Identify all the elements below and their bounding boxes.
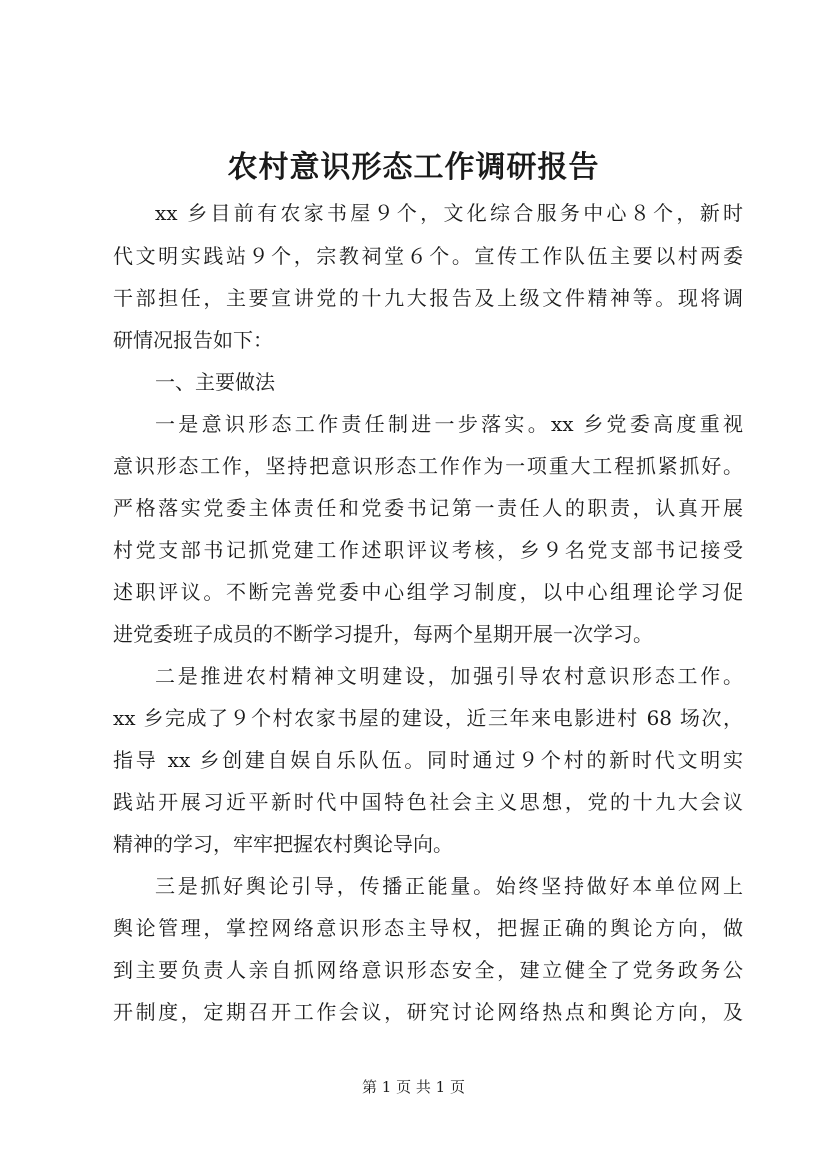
body-line: 二是推进农村精神文明建设，加强引导农村意识形态工作。 xyxy=(155,664,743,688)
body-line: 代文明实践站９个，宗教祠堂６个。宣传工作队伍主要以村两委 xyxy=(113,244,743,268)
body-line: 践站开展习近平新时代中国特色社会主义思想，党的十九大会议 xyxy=(113,790,743,814)
body-line: 干部担任，主要宣讲党的十九大报告及上级文件精神等。现将调 xyxy=(113,286,743,310)
page-number-footer: 第 1 页 共 1 页 xyxy=(362,1078,465,1096)
body-line: xx 乡目前有农家书屋９个，文化综合服务中心８个，新时 xyxy=(155,201,743,225)
body-line: xx 乡完成了９个村农家书屋的建设，近三年来电影进村 68 场次， xyxy=(113,706,743,730)
body-line: 严格落实党委主体责任和党委书记第一责任人的职责，认真开展 xyxy=(113,496,743,520)
body-line: 意识形态工作，坚持把意识形态工作作为一项重大工程抓紧抓好。 xyxy=(113,454,743,478)
body-line: 述职评议。不断完善党委中心组学习制度，以中心组理论学习促 xyxy=(113,580,743,604)
document-title: 农村意识形态工作调研报告 xyxy=(227,150,600,185)
section-heading: 一、主要做法 xyxy=(155,370,275,394)
body-line: 精神的学习，牢牢把握农村舆论导向。 xyxy=(113,832,453,856)
body-line: 研情况报告如下： xyxy=(113,328,273,352)
body-line: 到主要负责人亲自抓网络意识形态安全，建立健全了党务政务公 xyxy=(113,958,743,982)
body-line: 三是抓好舆论引导，传播正能量。始终坚持做好本单位网上 xyxy=(155,874,743,898)
body-line: 进党委班子成员的不断学习提升，每两个星期开展一次学习。 xyxy=(113,622,653,646)
body-line: 舆论管理，掌控网络意识形态主导权，把握正确的舆论方向，做 xyxy=(113,916,743,940)
body-line: 指导 xx 乡创建自娱自乐队伍。同时通过９个村的新时代文明实 xyxy=(113,748,743,772)
body-line: 村党支部书记抓党建工作述职评议考核，乡９名党支部书记接受 xyxy=(113,538,743,562)
body-line: 开制度，定期召开工作会议，研究讨论网络热点和舆论方向，及 xyxy=(113,1000,743,1024)
body-line: 一是意识形态工作责任制进一步落实。xx 乡党委高度重视 xyxy=(155,412,743,436)
